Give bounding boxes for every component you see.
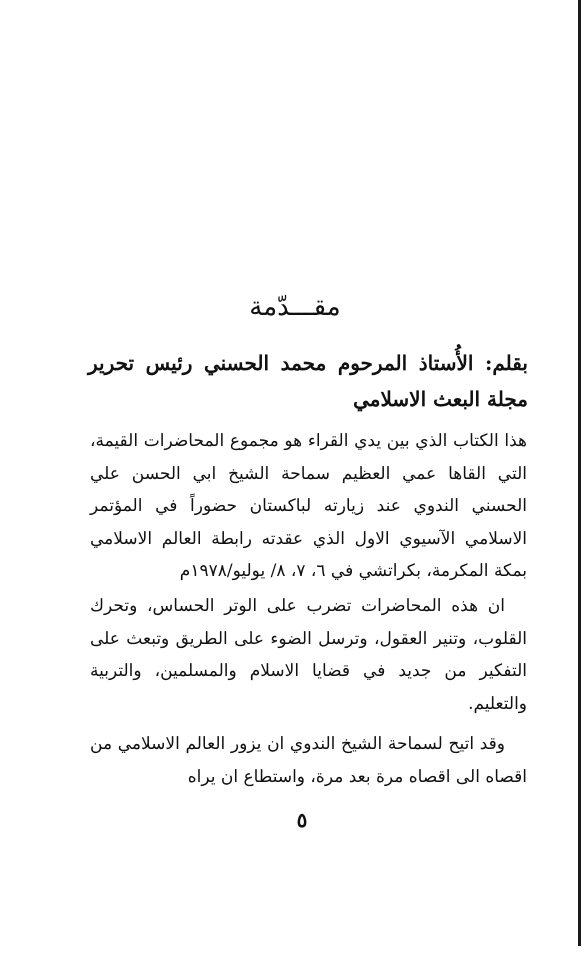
body-paragraph-1: هذا الكتاب الذي بين يدي القراء هو مجموع المحاضرات القيمة، التي القاها عمي العظيم سماحة الشيخ ابي الحسن علي الحسني الندوي عند زيارته لباكستان حضوراً في المؤتمر الاسلامي الآسيوي الاول الذي عقدته رابطة العالم الاسلامي بمكة المكرمة، بكراتشي في ٦، ٧، ٨/ يوليو/١٩٧٨م xyxy=(90,431,527,581)
author-byline: بقلم: الأُستاذ المرحوم محمد الحسني رئيس تحرير مجلة البعث الاسلامي xyxy=(88,351,528,411)
body-paragraph-2: ان هذه المحاضرات تضرب على الوتر الحساس، وتحرك القلوب، وتنير العقول، وترسل الضوء على الطريق وتبعث على التفكير من جديد في قضايا الاسلام والمسلمين، والتربية والتعليم. xyxy=(90,596,527,714)
section-heading: مقـــدّمة xyxy=(249,292,341,322)
page-edge-line xyxy=(578,0,581,946)
page-number: ٥ xyxy=(296,808,308,832)
body-paragraph-3: وقد اتيح لسماحة الشيخ الندوي ان يزور العالم الاسلامي من اقصاه الى اقصاه مرة بعد مرة، واستطاع ان يراه xyxy=(90,734,527,787)
